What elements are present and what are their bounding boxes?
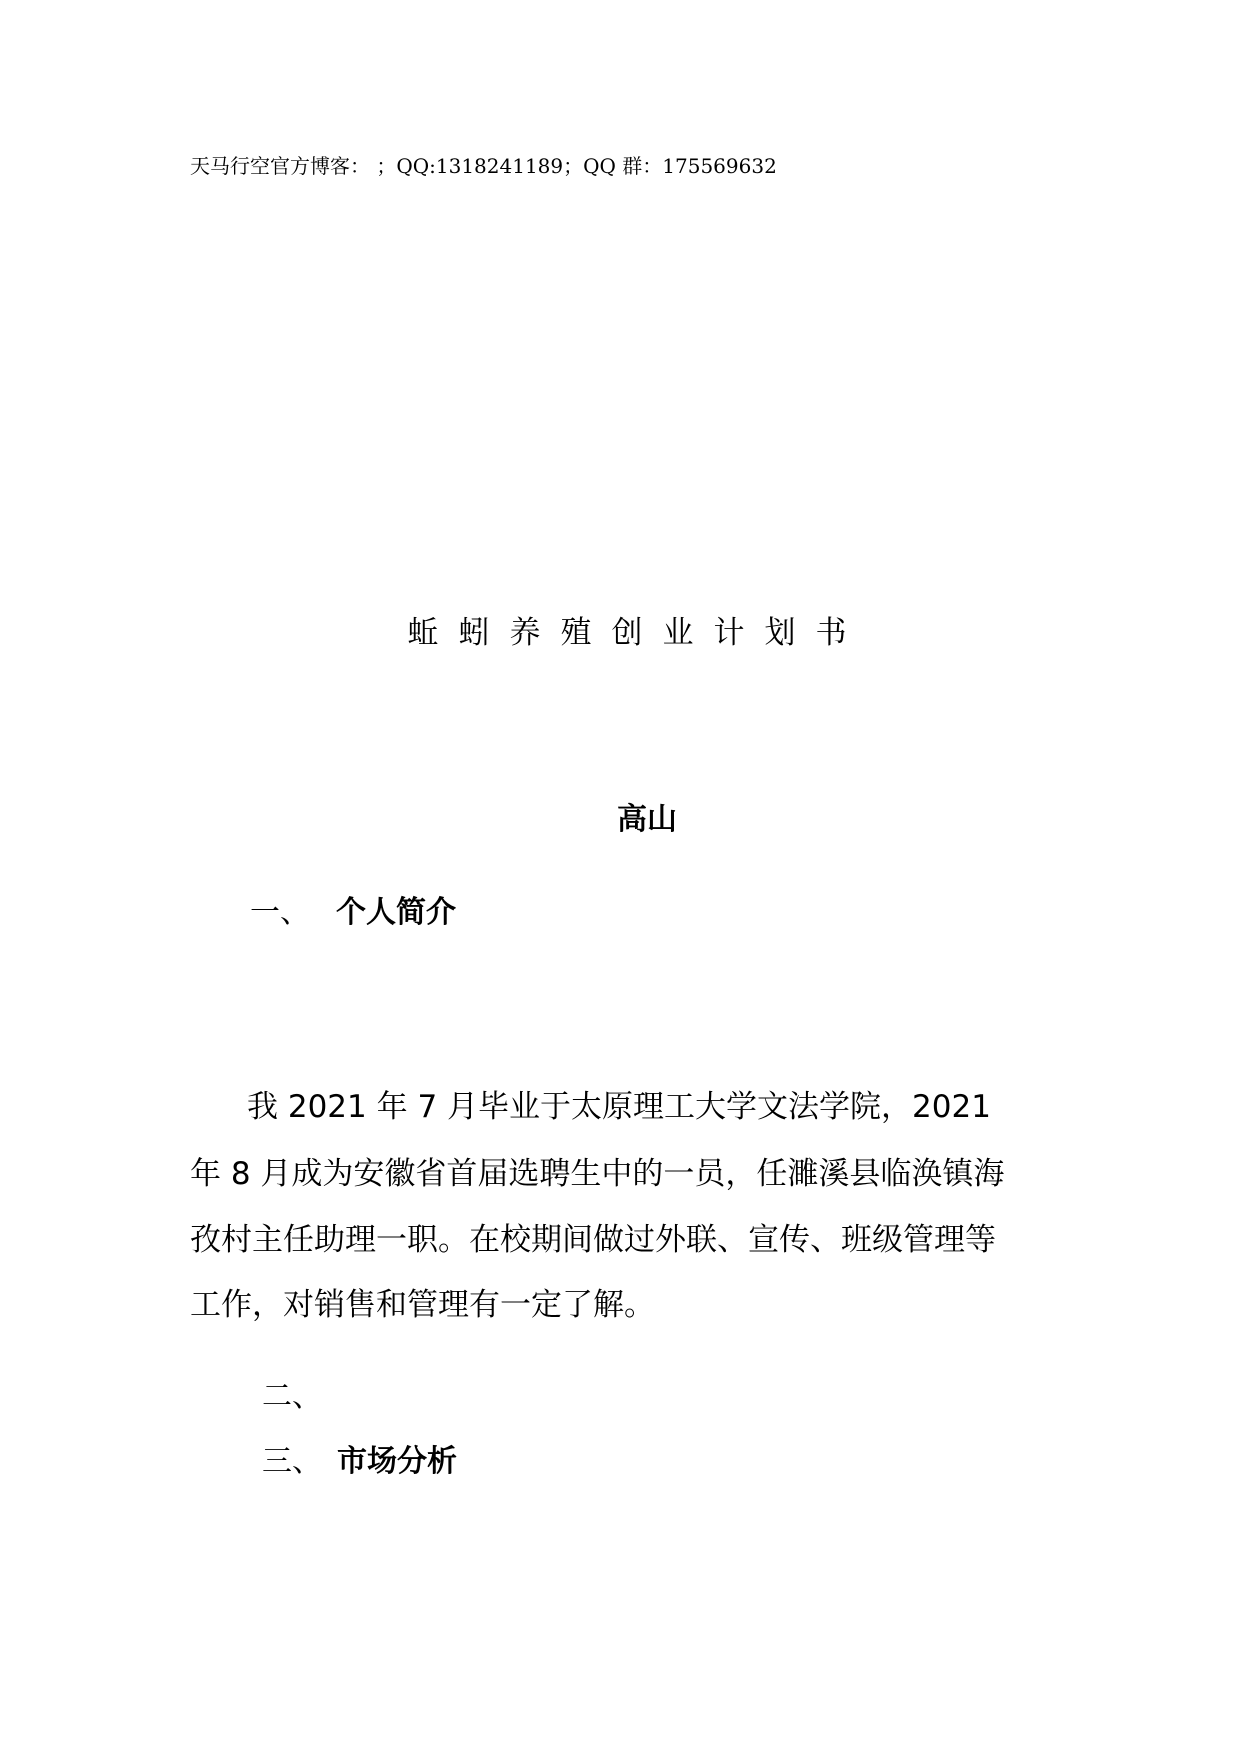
section-number: 一、	[250, 895, 310, 930]
paragraph-line: 年 8 月成为安徽省首届选聘生中的一员，任濉溪县临涣镇海	[190, 1156, 1005, 1192]
section-heading-2	[262, 1377, 322, 1417]
section-title: 个人简介	[336, 895, 456, 930]
section-heading-3	[262, 1442, 457, 1482]
paragraph-line: 孜村主任助理一职。在校期间做过外联、宣传、班级管理等	[190, 1222, 996, 1258]
author-name: 高山	[617, 802, 677, 837]
section-heading-1	[250, 893, 456, 933]
paragraph-line: 我 2021 年 7 月毕业于太原理工大学文法学院，2021	[247, 1089, 991, 1125]
section-number: 三、	[262, 1444, 322, 1479]
document-title: 蚯蚓养殖创业计划书	[407, 615, 867, 651]
section-title: 市场分析	[337, 1444, 457, 1479]
header-contact-line: 天马行空官方博客： ；QQ:1318241189；QQ 群：175569632	[190, 154, 777, 178]
section-number: 二、	[262, 1379, 322, 1414]
paragraph-line: 工作，对销售和管理有一定了解。	[190, 1287, 655, 1323]
